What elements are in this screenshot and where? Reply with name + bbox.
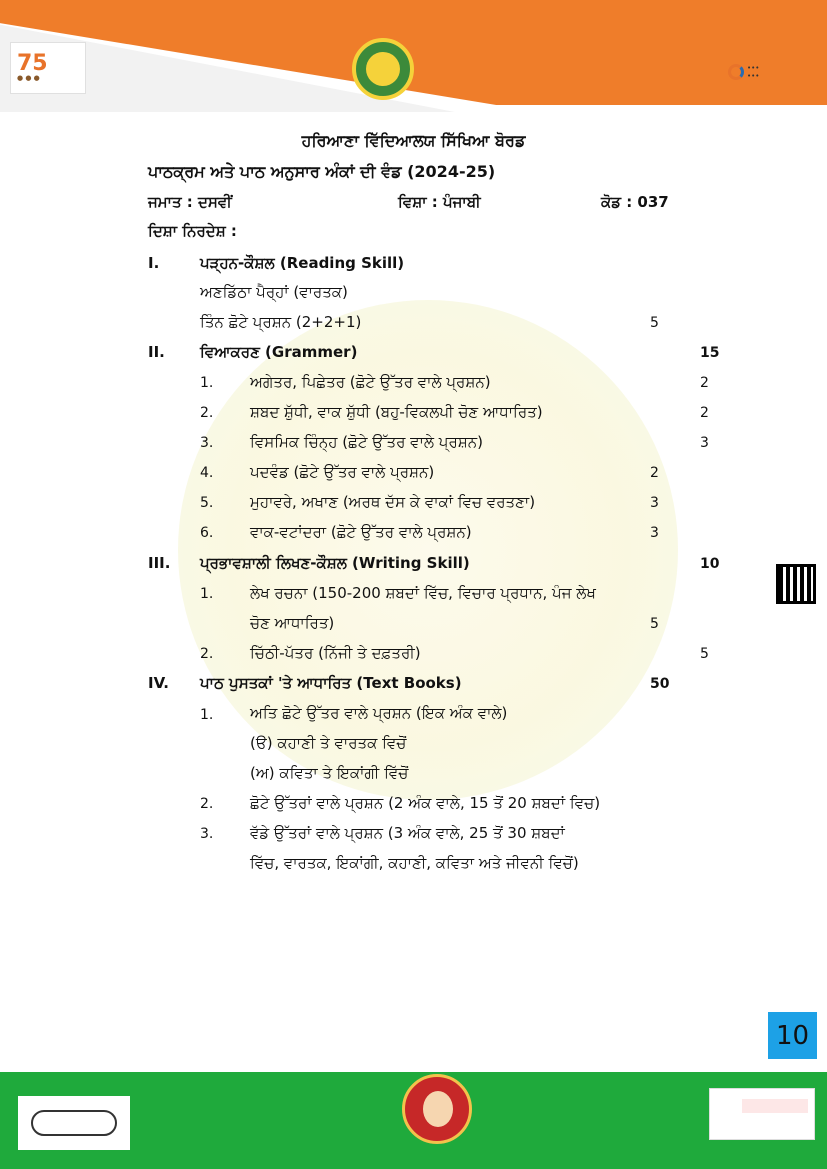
item-number: 2. xyxy=(200,405,214,421)
page-number: 10 xyxy=(768,1012,817,1059)
item-text: ਅਗੇਤਰ, ਪਿਛੇਤਰ (ਛੋਟੇ ਉੱਤਰ ਵਾਲੇ ਪ੍ਰਸ਼ਨ) xyxy=(250,373,491,391)
item-number: 1. xyxy=(200,586,214,602)
section-marks: 10 xyxy=(700,556,720,572)
item-marks: 2 xyxy=(700,405,709,421)
section-number: II. xyxy=(148,343,165,361)
item-marks: 3 xyxy=(650,495,659,511)
right-to-education-logo xyxy=(709,1088,815,1140)
item-marks: 3 xyxy=(700,435,709,451)
instructions-heading: ਦਿਸ਼ਾ ਨਿਰਦੇਸ਼ : xyxy=(148,222,237,240)
section-title: ਪ੍ਰਭਾਵਸ਼ਾਲੀ ਲਿਖਣ-ਕੌਸ਼ਲ (Writing Skill) xyxy=(200,554,470,572)
item-marks: 5 xyxy=(650,315,659,331)
document-subtitle: ਪਾਠਕ੍ਰਮ ਅਤੇ ਪਾਠ ਅਨੁਸਾਰ ਅੰਕਾਂ ਦੀ ਵੰਡ (2024-25) xyxy=(148,162,496,181)
item-text-continued: ਚੋਣ ਆਧਾਰਿਤ) xyxy=(250,614,335,632)
item-text: ਤਿੰਨ ਛੋਟੇ ਪ੍ਰਸ਼ਨ (2+2+1) xyxy=(200,313,362,331)
item-marks: 5 xyxy=(700,646,709,662)
section-number: IV. xyxy=(148,674,169,692)
item-marks: 3 xyxy=(650,525,659,541)
item-number: 1. xyxy=(200,707,214,723)
board-title: ਹਰਿਆਣਾ ਵਿੱਦਿਆਲਯ ਸਿੱਖਿਆ ਬੋਰਡ xyxy=(301,131,526,150)
item-marks: 2 xyxy=(700,375,709,391)
item-text: ਮੁਹਾਵਰੇ, ਅਖਾਣ (ਅਰਥ ਦੱਸ ਕੇ ਵਾਕਾਂ ਵਿਚ ਵਰਤਣਾ) xyxy=(250,493,536,511)
beti-bachao-logo xyxy=(402,1074,472,1144)
section-title: ਪੜ੍ਹਨ-ਕੌਸ਼ਲ (Reading Skill) xyxy=(200,254,405,272)
section-title: ਵਿਆਕਰਣ (Grammer) xyxy=(200,343,358,361)
sub-item-text: (ਅ) ਕਵਿਤਾ ਤੇ ਇਕਾਂਗੀ ਵਿੱਚੋਂ xyxy=(250,764,409,782)
swachh-bharat-logo xyxy=(18,1096,130,1150)
subject-label: ਵਿਸ਼ਾ : ਪੰਜਾਬੀ xyxy=(398,193,481,211)
section-title: ਪਾਠ ਪੁਸਤਕਾਂ 'ਤੇ ਆਧਾਰਿਤ (Text Books) xyxy=(200,674,462,692)
section-marks: 50 xyxy=(650,676,670,692)
item-text: ਸ਼ਬਦ ਸ਼ੁੱਧੀ, ਵਾਕ ਸ਼ੁੱਧੀ (ਬਹੁ-ਵਿਕਲਪੀ ਚੋਣ ਆਧਾਰਿਤ) xyxy=(250,403,543,421)
glasses-icon xyxy=(31,1110,117,1136)
class-label: ਜਮਾਤ : ਦਸਵੀਂ xyxy=(148,193,232,211)
sub-item-text: (ੳ) ਕਹਾਣੀ ਤੇ ਵਾਰਤਕ ਵਿਚੋਂ xyxy=(250,734,407,752)
item-number: 2. xyxy=(200,646,214,662)
item-text: ਅਣਡਿੱਠਾ ਪੈਰ੍ਹਾਂ (ਵਾਰਤਕ) xyxy=(200,283,348,301)
item-number: 4. xyxy=(200,465,214,481)
item-text: ਵਿਸਮਿਕ ਚਿੰਨ੍ਹ (ਛੋਟੇ ਉੱਤਰ ਵਾਲੇ ਪ੍ਰਸ਼ਨ) xyxy=(250,433,483,451)
item-marks: 5 xyxy=(650,616,659,632)
section-number: I. xyxy=(148,254,160,272)
item-number: 3. xyxy=(200,826,214,842)
section-marks: 15 xyxy=(700,345,720,361)
qr-code-icon xyxy=(776,564,816,604)
item-number: 3. xyxy=(200,435,214,451)
item-number: 1. xyxy=(200,375,214,391)
code-label: ਕੋਡ : 037 xyxy=(601,193,669,211)
item-text: ਵਾਕ-ਵਟਾਂਦਰਾ (ਛੋਟੇ ਉੱਤਰ ਵਾਲੇ ਪ੍ਰਸ਼ਨ) xyxy=(250,523,472,541)
item-text: ਲੇਖ ਰਚਨਾ (150-200 ਸ਼ਬਦਾਂ ਵਿੱਚ, ਵਿਚਾਰ ਪ੍ਰਧਾਨ, ਪੰਜ ਲੇਖ xyxy=(250,584,596,602)
item-text: ਵੱਡੇ ਉੱਤਰਾਂ ਵਾਲੇ ਪ੍ਰਸ਼ਨ (3 ਅੰਕ ਵਾਲੇ, 25 ਤੋਂ 30 ਸ਼ਬਦਾਂ xyxy=(250,824,565,842)
item-text: ਪਦਵੰਡ (ਛੋਟੇ ਉੱਤਰ ਵਾਲੇ ਪ੍ਰਸ਼ਨ) xyxy=(250,463,435,481)
item-text: ਚਿੱਠੀ-ਪੱਤਰ (ਨਿੱਜੀ ਤੇ ਦਫ਼ਤਰੀ) xyxy=(250,644,421,662)
item-number: 5. xyxy=(200,495,214,511)
item-text-continued: ਵਿੱਚ, ਵਾਰਤਕ, ਇਕਾਂਗੀ, ਕਹਾਣੀ, ਕਵਿਤਾ ਅਤੇ ਜੀਵਨੀ ਵਿਚੋਂ) xyxy=(250,854,579,872)
item-text: ਛੋਟੇ ਉੱਤਰਾਂ ਵਾਲੇ ਪ੍ਰਸ਼ਨ (2 ਅੰਕ ਵਾਲੇ, 15 ਤੋਂ 20 ਸ਼ਬਦਾਂ ਵਿਚ) xyxy=(250,794,601,812)
item-number: 6. xyxy=(200,525,214,541)
digital-india-logo: ••• ••• xyxy=(728,58,800,86)
item-text: ਅਤਿ ਛੋਟੇ ਉੱਤਰ ਵਾਲੇ ਪ੍ਰਸ਼ਨ (ਇਕ ਅੰਕ ਵਾਲੇ) xyxy=(250,704,508,722)
section-number: III. xyxy=(148,554,171,572)
azadi-amrit-mahotsav-logo: 75 ● ● ● xyxy=(10,42,86,94)
item-number: 2. xyxy=(200,796,214,812)
item-marks: 2 xyxy=(650,465,659,481)
